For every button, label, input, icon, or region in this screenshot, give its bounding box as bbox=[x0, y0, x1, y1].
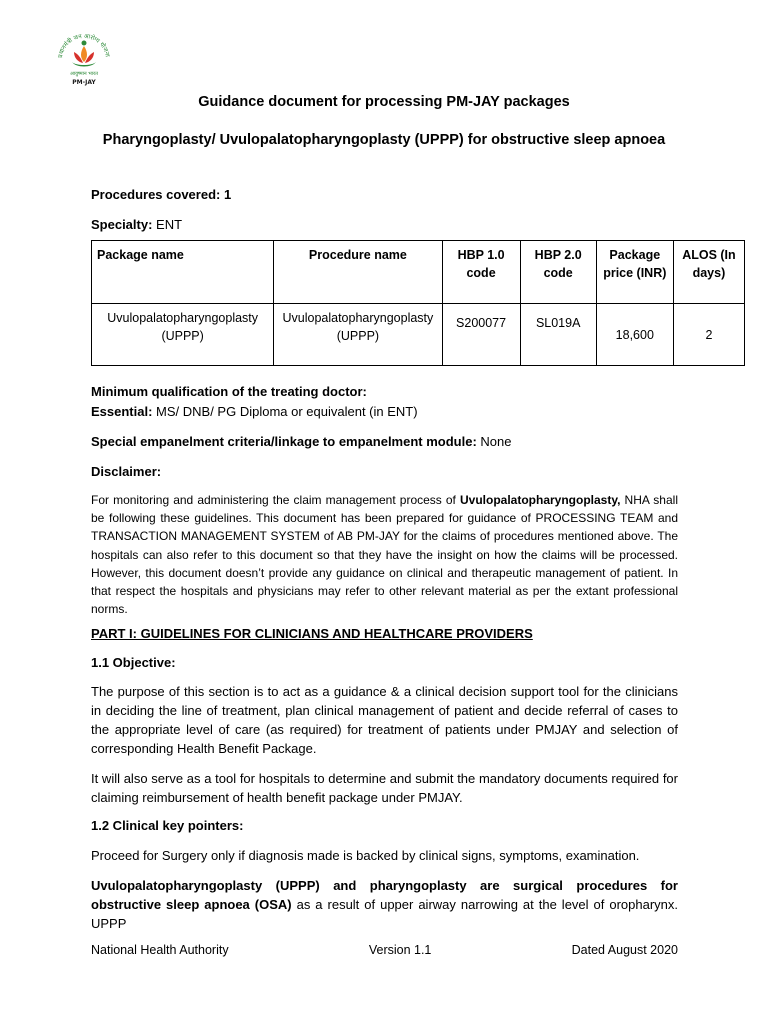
specialty-label: Specialty: bbox=[91, 217, 153, 232]
procedures-covered: Procedures covered: 1 bbox=[91, 187, 232, 202]
essential-label: Essential: bbox=[91, 404, 153, 419]
qualification-heading: Minimum qualification of the treating doctor: bbox=[91, 384, 367, 399]
footer-date: Dated August 2020 bbox=[571, 943, 678, 957]
footer-version: Version 1.1 bbox=[368, 943, 432, 957]
table-header-cell: HBP 2.0 code bbox=[520, 241, 596, 304]
logo-arc-text: प्रधानमंत्री जन आरोग्य योजना bbox=[57, 32, 111, 59]
essential-value: MS/ DNB/ PG Diploma or equivalent (in ENT) bbox=[152, 404, 418, 419]
table-cell-hbp2: SL019A bbox=[520, 304, 596, 366]
table-cell-procedure: Uvulopalatopharyngoplasty (UPPP) bbox=[274, 304, 442, 366]
document-title: Guidance document for processing PM-JAY packages bbox=[198, 94, 570, 110]
table-cell-hbp1: S200077 bbox=[442, 304, 520, 366]
logo-tagline: आयुष्मान भारत bbox=[70, 71, 98, 77]
table-header-cell: ALOS (In days) bbox=[673, 241, 744, 304]
table-header-cell: HBP 1.0 code bbox=[442, 241, 520, 304]
qualification-essential bbox=[91, 404, 681, 419]
page-footer bbox=[91, 943, 678, 957]
table-header-cell: Package price (INR) bbox=[596, 241, 673, 304]
part1-heading: PART I: GUIDELINES FOR CLINICIANS AND HEALTHCARE PROVIDERS bbox=[91, 626, 533, 641]
specialty-value: ENT bbox=[152, 217, 183, 232]
table-cell-package: Uvulopalatopharyngoplasty (UPPP) bbox=[92, 304, 274, 366]
empanelment-label: Special empanelment criteria/linkage to empanelment module: bbox=[91, 434, 477, 449]
objective-paragraph-2: It will also serve as a tool for hospitals to determine and submit the mandatory documents required for claiming reimbursement of health benefit package under PMJAY. bbox=[91, 771, 678, 805]
objective-heading: 1.1 Objective: bbox=[91, 655, 176, 670]
objective-paragraph: The purpose of this section is to act as a guidance & a clinical decision support tool for the clinicians in deciding the line of treatment, plan clinical management of patient and decide referral of cases to the appropriate level of care (as required) for treatment of patients under PMJAY and selection of corresponding Health Benefit Package. bbox=[91, 684, 678, 756]
disclaimer-text: For monitoring and administering the claim management process of Uvulopalatopharyngoplasty, NHA shall be following these guidelines. This document has been prepared for guidance of PROCESSING TEAM and TRANSACTION MANAGEMENT SYSTEM of AB PM-JAY for the claims of procedures mentioned above. The hospitals can also refer to this document so that they have the insight on how the claims will be processed. However, this document doesn’t provide any guidance on clinical and therapeutic management of patient. In that respect the hospitals and physicians may refer to other relevant material as per the extant professional norms. bbox=[91, 493, 678, 617]
pointers-heading: 1.2 Clinical key pointers: bbox=[91, 818, 244, 833]
package-table bbox=[91, 240, 745, 366]
empanelment-value: None bbox=[476, 434, 512, 449]
document-subtitle: Pharyngoplasty/ Uvulopalatopharyngoplasty (UPPP) for obstructive sleep apnoea bbox=[102, 132, 666, 148]
pointers-paragraph-2: Uvulopalatopharyngoplasty (UPPP) and pharyngoplasty are surgical procedures for obstructive sleep apnoea (OSA) as a result of upper airway narrowing at the level of oropharynx. UPPP bbox=[91, 878, 678, 931]
table-header-row bbox=[92, 241, 745, 304]
specialty-line bbox=[91, 217, 681, 232]
disclaimer-heading: Disclaimer: bbox=[91, 464, 162, 479]
table-cell-alos: 2 bbox=[673, 304, 744, 366]
pointers-paragraph: Proceed for Surgery only if diagnosis made is backed by clinical signs, symptoms, examination. bbox=[91, 848, 640, 863]
table-row bbox=[92, 304, 745, 366]
table-header-cell: Package name bbox=[92, 241, 274, 304]
footer-left: National Health Authority bbox=[91, 943, 229, 957]
pmjay-logo bbox=[52, 28, 116, 90]
empanelment-line bbox=[91, 434, 681, 449]
table-header-cell: Procedure name bbox=[274, 241, 442, 304]
table-cell-price: 18,600 bbox=[596, 304, 673, 366]
logo-name: PM-JAY bbox=[72, 79, 96, 86]
